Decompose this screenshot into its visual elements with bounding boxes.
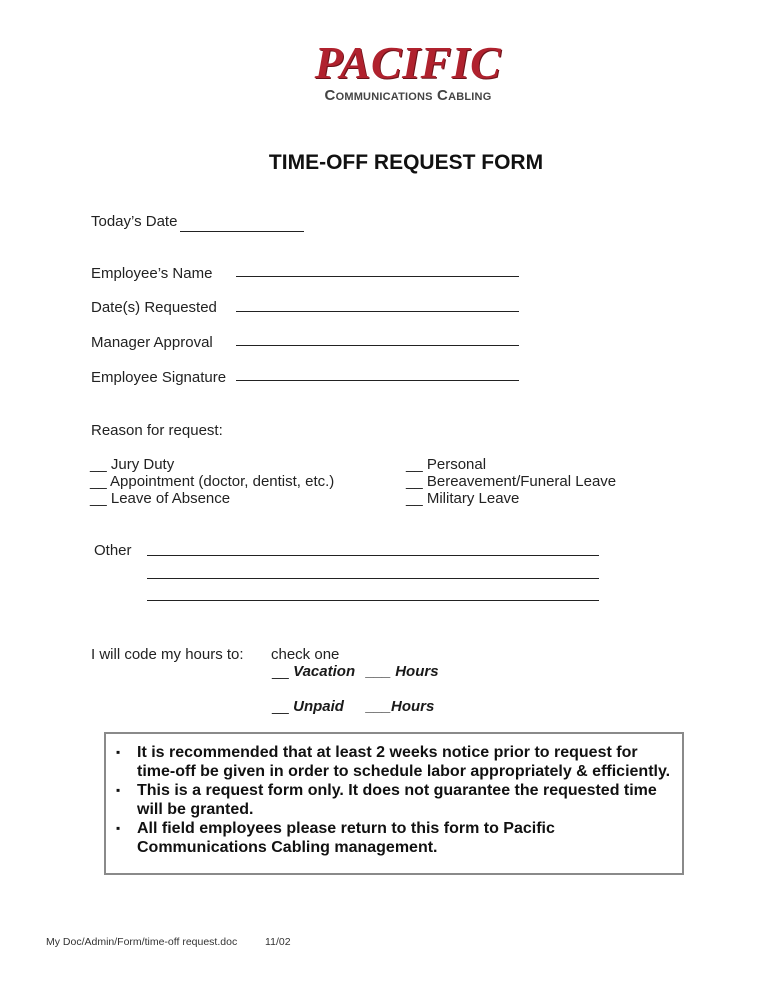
bullet-icon: ▪	[116, 745, 121, 759]
vacation-option[interactable]	[272, 663, 355, 681]
employee-signature-line[interactable]	[236, 380, 519, 381]
notice-item	[116, 743, 674, 781]
hours-label: I will code my hours to:	[91, 646, 244, 663]
unpaid-hours[interactable]: ___Hours	[366, 698, 435, 715]
reason-left-column	[90, 456, 334, 507]
page-title: TIME-OFF REQUEST FORM	[268, 151, 544, 174]
bullet-icon: ▪	[116, 821, 121, 835]
bullet-icon: ▪	[116, 783, 121, 797]
reason-option-bereavement[interactable]: __ Bereavement/Funeral Leave	[406, 473, 617, 490]
notice-box	[104, 732, 684, 875]
notice-item	[116, 781, 674, 819]
other-label: Other	[94, 542, 132, 559]
todays-date-line[interactable]	[180, 231, 304, 232]
other-line-3[interactable]	[147, 600, 599, 601]
vacation-hours[interactable]: ___ Hours	[366, 663, 439, 680]
notice-list	[106, 734, 682, 857]
other-line-1[interactable]	[147, 555, 599, 556]
notice-text: It is recommended that at least 2 weeks notice prior to request for time-off be given in order to schedule labor appropriately & efficiently.	[137, 744, 671, 780]
unpaid-blank: __	[272, 698, 289, 715]
company-logo-subtitle	[312, 87, 504, 104]
dates-requested-label: Date(s) Requested	[91, 299, 217, 316]
employee-name-line[interactable]	[236, 276, 519, 277]
notice-text: All field employees please return to this form to Pacific Communications Cabling management.	[137, 820, 555, 856]
footer-date: 11/02	[265, 936, 291, 948]
reason-right-column	[406, 456, 616, 507]
footer	[46, 936, 291, 948]
employee-name-label: Employee’s Name	[91, 265, 213, 282]
reason-option-personal[interactable]: __ Personal	[406, 456, 487, 473]
notice-text: This is a request form only. It does not guarantee the requested time will be granted.	[137, 782, 657, 818]
company-logo: PACIFIC	[314, 37, 502, 88]
unpaid-label: Unpaid	[293, 698, 344, 715]
footer-path: My Doc/Admin/Form/time-off request.doc	[46, 936, 238, 948]
reason-option-military-leave[interactable]: __ Military Leave	[406, 490, 520, 507]
manager-approval-label: Manager Approval	[91, 334, 213, 351]
reason-option-jury-duty[interactable]: __ Jury Duty	[90, 456, 175, 473]
reason-option-appointment[interactable]: __ Appointment (doctor, dentist, etc.)	[90, 473, 335, 490]
reason-heading: Reason for request:	[91, 422, 223, 439]
vacation-label: Vacation	[293, 663, 356, 680]
todays-date-label: Today’s Date	[91, 213, 178, 230]
employee-signature-label: Employee Signature	[91, 369, 227, 386]
manager-approval-line[interactable]	[236, 345, 519, 346]
logo-subtitle-text: Communications Cabling	[324, 87, 492, 104]
notice-item	[116, 819, 674, 857]
other-line-2[interactable]	[147, 578, 599, 579]
check-one-label: check one	[271, 646, 340, 663]
unpaid-option[interactable]	[272, 698, 344, 716]
vacation-blank: __	[272, 663, 289, 680]
dates-requested-line[interactable]	[236, 311, 519, 312]
reason-option-leave-of-absence[interactable]: __ Leave of Absence	[90, 490, 231, 507]
